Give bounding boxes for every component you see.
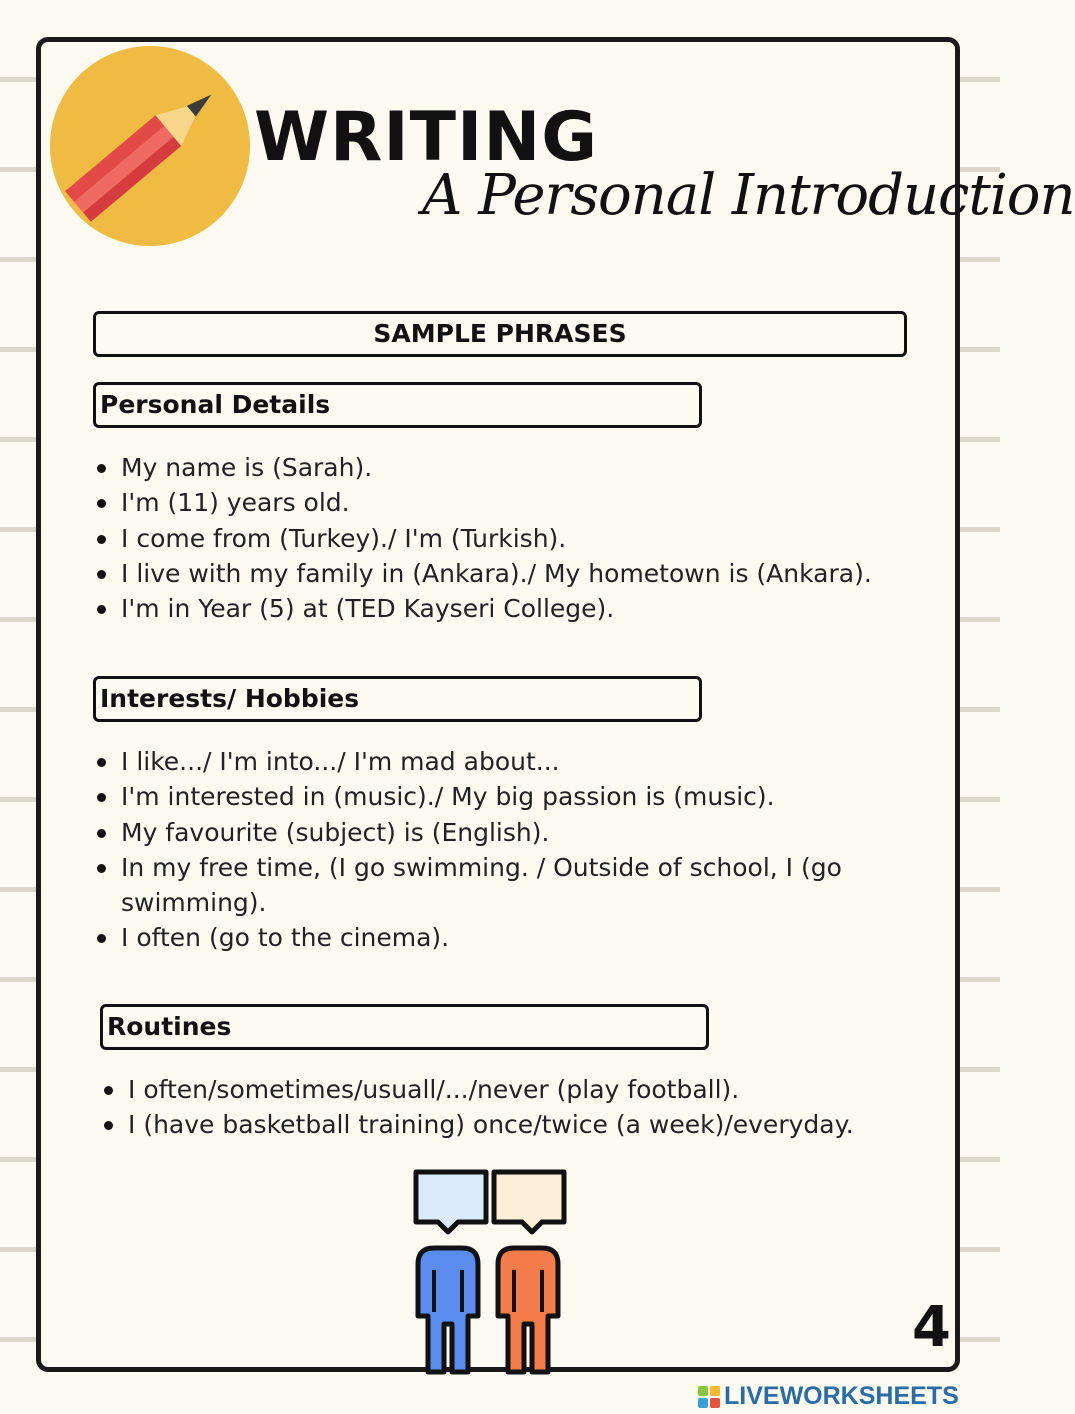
list-item: I come from (Turkey)./ I'm (Turkish). <box>93 521 913 556</box>
pencil-icon <box>48 44 252 248</box>
page-title: WRITING <box>254 98 599 177</box>
people-talking-icon <box>410 1166 570 1380</box>
list-item: My name is (Sarah). <box>93 450 913 485</box>
list-item: My favourite (subject) is (English). <box>93 815 893 850</box>
personal-details-list <box>93 450 913 626</box>
list-item: In my free time, (I go swimming. / Outside of school, I (go swimming). <box>93 850 893 921</box>
interests-list <box>93 744 893 956</box>
watermark-text: LIVEWORKSHEETS <box>724 1382 959 1410</box>
list-item: I (have basketball training) once/twice (a week)/everyday. <box>100 1107 920 1142</box>
list-item: I like.../ I'm into.../ I'm mad about... <box>93 744 893 779</box>
routines-list <box>100 1072 920 1143</box>
sample-phrases-heading: SAMPLE PHRASES <box>93 311 907 357</box>
section-heading-personal-details: Personal Details <box>93 382 702 428</box>
list-item: I often/sometimes/usuall/.../never (play football). <box>100 1072 920 1107</box>
section-heading-routines: Routines <box>100 1004 709 1050</box>
list-item: I'm in Year (5) at (TED Kayseri College). <box>93 591 913 626</box>
list-item: I'm (11) years old. <box>93 485 913 520</box>
section-heading-interests-hobbies: Interests/ Hobbies <box>93 676 702 722</box>
page-number: 4 <box>912 1295 951 1360</box>
liveworksheets-watermark <box>698 1382 959 1411</box>
list-item: I often (go to the cinema). <box>93 920 893 955</box>
liveworksheets-logo-icon <box>698 1386 720 1408</box>
page-subtitle: A Personal Introduction <box>422 163 1075 228</box>
list-item: I'm interested in (music)./ My big passion is (music). <box>93 779 893 814</box>
list-item: I live with my family in (Ankara)./ My hometown is (Ankara). <box>93 556 913 591</box>
